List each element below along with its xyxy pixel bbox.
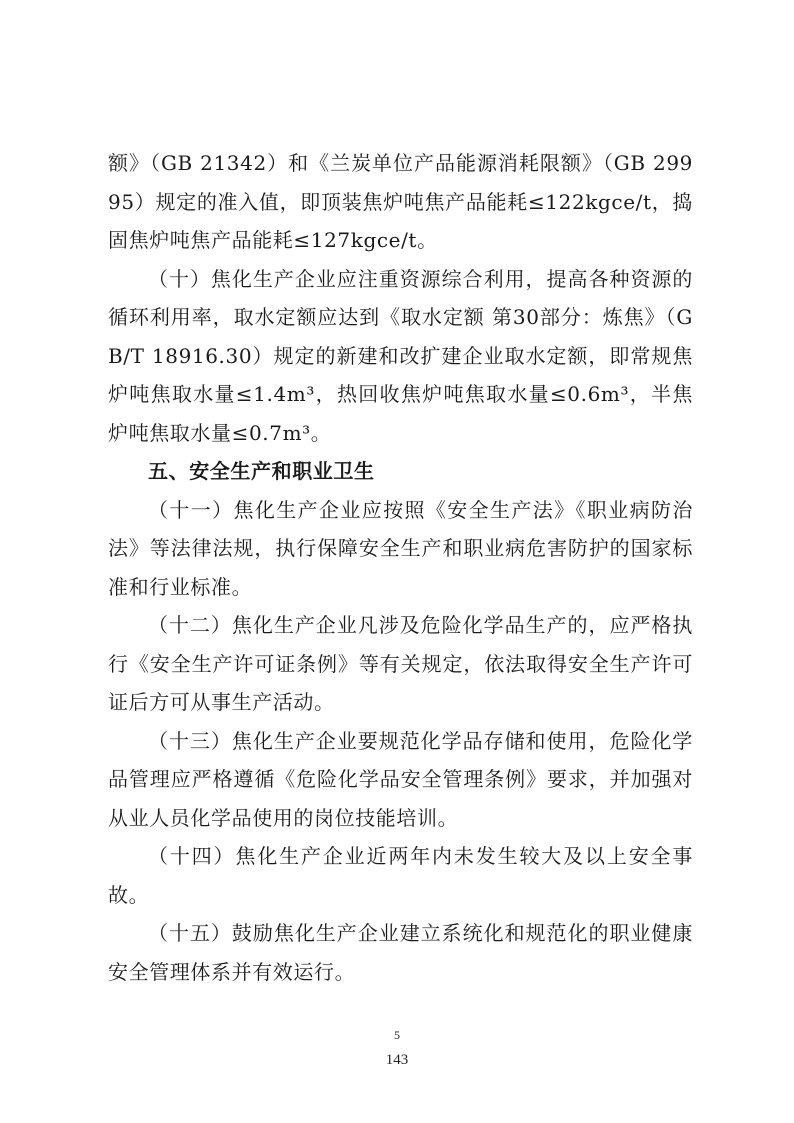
page-number-inner: 5 — [394, 1028, 400, 1042]
page-number-outer: 143 — [385, 1052, 409, 1068]
document-body — [108, 144, 693, 991]
paragraph-item-12: （十二）焦化生产企业凡涉及危险化学品生产的，应严格执行《安全生产许可证条例》等有关规定，依法取得安全生产许可证后方可从事生产活动。 — [108, 613, 693, 714]
paragraph-item-11: （十一）焦化生产企业应按照《安全生产法》《职业病防治法》等法律法规，执行保障安全生产和职业病危害防护的国家标准和行业标准。 — [108, 497, 693, 599]
paragraph-item-13: （十三）焦化生产企业要规范化学品存储和使用，危险化学品管理应严格遵循《危险化学品安全管理条例》要求，并加强对从业人员化学品使用的岗位技能培训。 — [108, 728, 693, 830]
paragraph-continuation: 额》（GB 21342）和《兰炭单位产品能源消耗限额》（GB 29995）规定的准入值，即顶装焦炉吨焦产品能耗≤122kgce/t，捣固焦炉吨焦产品能耗≤127kgce/t。 — [108, 151, 693, 252]
section-heading-safety: 五、安全生产和职业卫生 — [148, 459, 375, 483]
paragraph-item-10: （十）焦化生产企业应注重资源综合利用，提高各种资源的循环利用率，取水定额应达到《取水定额 第30部分：炼焦》（GB/T 18916.30）规定的新建和改扩建企业取水定额，即常规焦炉吨焦取水量≤1.4m³，热回收焦炉吨焦取水量≤0.6m³，半焦炉吨焦取水量≤0.7m³。 — [108, 266, 693, 445]
paragraph-item-15: （十五）鼓励焦化生产企业建立系统化和规范化的职业健康安全管理体系并有效运行。 — [108, 921, 693, 984]
paragraph-item-14: （十四）焦化生产企业近两年内未发生较大及以上安全事故。 — [108, 844, 693, 907]
